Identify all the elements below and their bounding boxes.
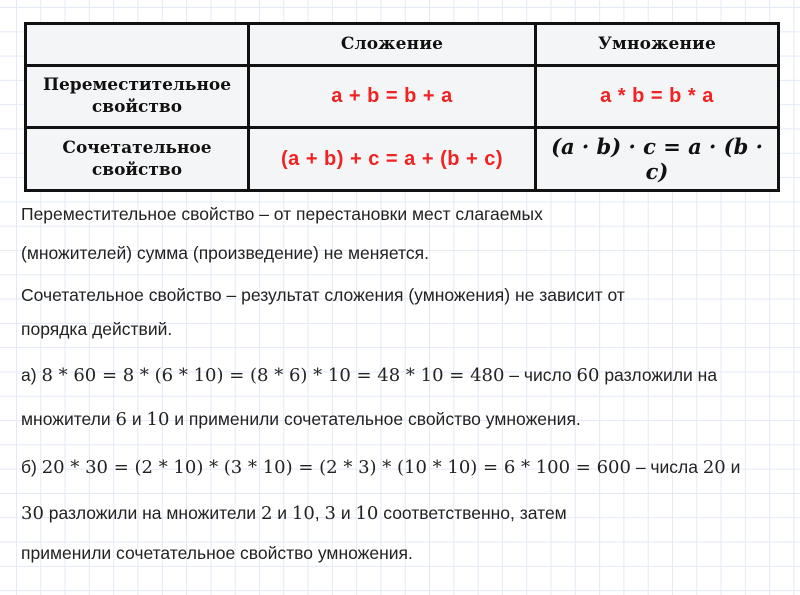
row-label-line1: Сочетательное [62,138,212,159]
solution-a-text: и [127,409,147,429]
solution-b-number: 10 [291,503,315,524]
commutative-definition-line1: Переместительное свойство – от перестановки мест слагаемых [21,204,543,224]
solution-b-expression: 20 * 30 = (2 * 10) * (3 * 10) = (2 * 3) * (10 * 10) = 6 * 100 = 600 [41,457,631,478]
solution-a-expression: 8 * 60 = 8 * (6 * 10) = (8 * 6) * 10 = 48 * 10 = 480 [41,365,505,386]
solution-b-line3: применили сочетательное свойство умножения. [21,543,413,563]
solution-a-text: разложили на [599,365,718,385]
associative-addition-formula: (a + b) + c = a + (b + c) [249,127,536,190]
table-header-row [27,25,777,65]
header-addition: Сложение [249,25,536,65]
solution-a-number: 60 [576,365,600,386]
solution-b-number: 2 [260,503,273,524]
row-label-associative [27,127,249,190]
solution-b-number: 30 [21,503,44,524]
solution-a-line1 [21,365,791,386]
row-label-line2: свойство [91,160,183,181]
solution-b-line2 [21,503,791,524]
solution-b-line1 [21,457,791,478]
table-row-associative [27,127,777,190]
associative-definition-line2: порядка действий. [21,319,173,339]
solution-b-number: 3 [324,503,336,524]
associative-definition-line1: Сочетательное свойство – результат сложения (умножения) не зависит от [21,285,625,305]
properties-table-grid [27,25,777,190]
solution-a-text: и применили сочетательное свойство умножения. [169,409,581,429]
row-label-line1: Переместительное [42,75,232,95]
solution-b-text: , [314,503,325,523]
commutative-addition-formula: a + b = b + a [249,65,536,127]
solution-b-prefix: б) [21,457,42,477]
solution-b-text: – числа [630,457,703,477]
solution-b-text: соответственно, затем [378,503,567,523]
solution-a-number: 6 [115,409,127,430]
solution-a-text: – число [504,365,577,385]
row-label-commutative [27,65,249,127]
header-empty-cell [27,25,249,65]
header-multiplication: Умножение [536,25,778,65]
table-row-commutative [27,65,777,127]
associative-multiplication-formula: (a · b) · c = a · (b · c) [536,127,778,190]
commutative-definition-line2: (множителей) сумма (произведение) не меняется. [21,243,429,263]
solution-b-text: и [725,457,741,477]
solution-b-number: 10 [355,503,379,524]
solution-b-number: 20 [702,457,726,478]
row-label-line2: свойство [91,97,183,117]
commutative-multiplication-formula: a * b = b * a [536,65,778,127]
properties-table [24,22,780,192]
solution-b-text: и [335,503,356,523]
solution-a-line2 [21,409,791,430]
solution-b-text: и [272,503,292,523]
solution-a-text: множители [21,409,116,429]
solution-a-prefix: а) [21,365,42,385]
solution-a-number: 10 [146,409,170,430]
solution-b-text: разложили на множители [43,503,261,523]
